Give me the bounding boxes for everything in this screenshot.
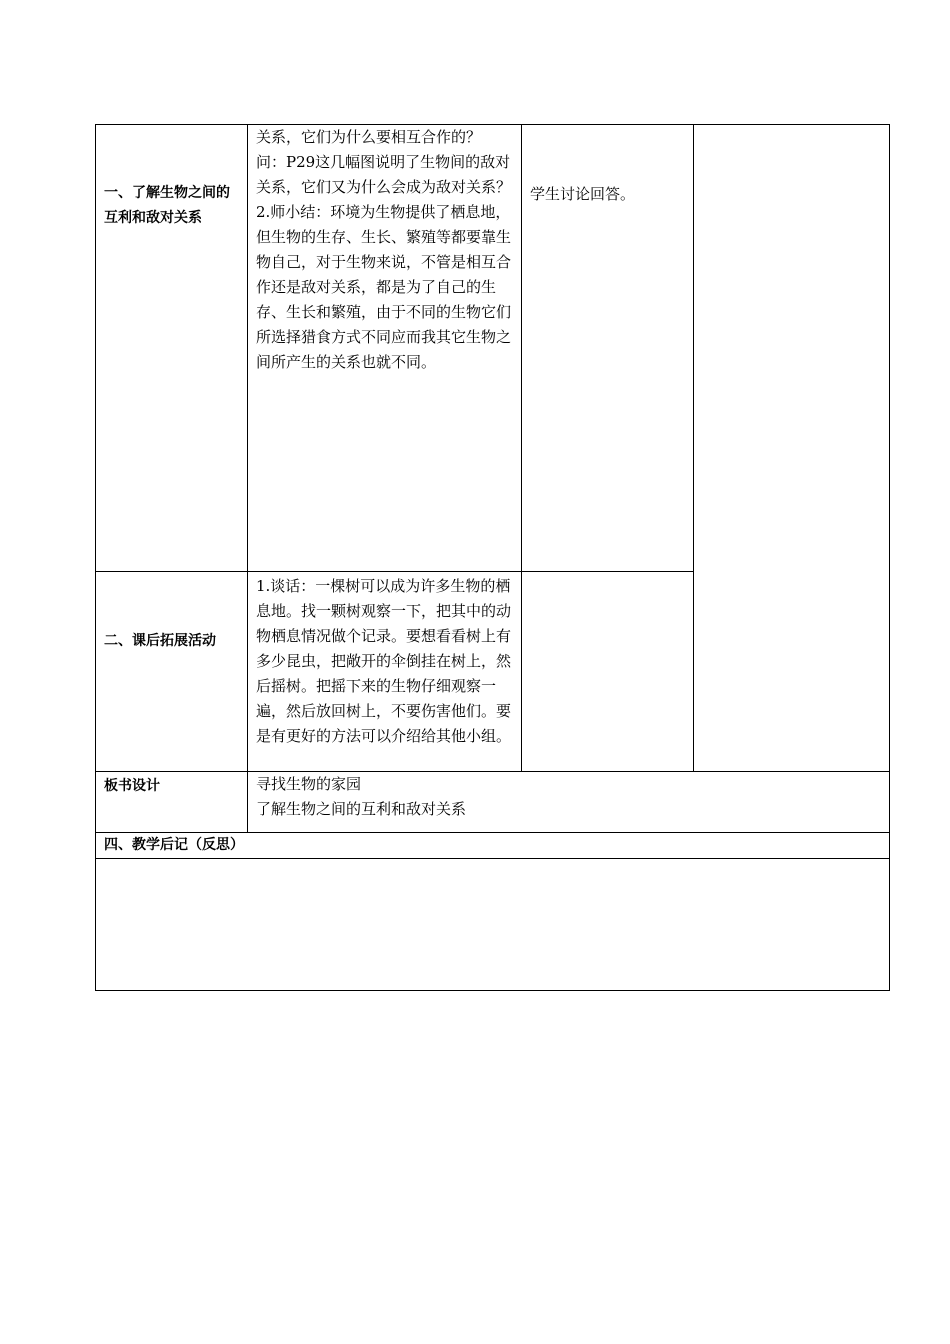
table-border-left xyxy=(95,124,96,991)
reflection-heading: 四、教学后记（反思） xyxy=(104,837,244,853)
section1-content xyxy=(256,125,516,375)
column-divider xyxy=(693,124,694,772)
board-content xyxy=(256,772,656,822)
section2-content: 1.谈话：一棵树可以成为许多生物的栖息地。找一颗树观察一下，把其中的动物栖息情况做个记录。要想看看树上有多少昆虫，把敞开的伞倒挂在树上，然后摇树。把摇下来的生物仔细观察一遍，然后放回树上，不要伤害他们。要是有更好的方法可以介绍给其他小组。 xyxy=(256,577,512,745)
row-divider xyxy=(95,571,694,572)
board-heading: 板书设计 xyxy=(104,778,160,794)
board-line: 寻找生物的家园 xyxy=(256,775,362,793)
column-divider xyxy=(521,124,522,772)
student-activity: 学生讨论回答。 xyxy=(530,185,636,203)
table-border-bottom xyxy=(95,990,890,991)
section2-heading: 二、课后拓展活动 xyxy=(104,633,216,649)
column-divider xyxy=(247,124,248,833)
row-divider xyxy=(95,858,890,859)
content-paragraph: 问：P29这几幅图说明了生物间的敌对关系，它们又为什么会成为敌对关系？ xyxy=(256,153,512,196)
board-line: 了解生物之间的互利和敌对关系 xyxy=(256,800,467,818)
table-border-right xyxy=(889,124,890,991)
content-paragraph: 关系，它们为什么要相互合作的？ xyxy=(256,128,482,146)
content-paragraph: 2.师小结：环境为生物提供了栖息地，但生物的生存、生长、繁殖等都要靠生物自己，对于生物来说，不管是相互合作还是敌对关系，都是为了自己的生存、生长和繁殖，由于不同的生物它们所选择猎食方式不同应而我其它生物之间所产生的关系也就不同。 xyxy=(256,203,512,371)
section1-heading: 一、了解生物之间的互利和敌对关系 xyxy=(104,185,230,226)
lesson-table xyxy=(95,124,890,992)
